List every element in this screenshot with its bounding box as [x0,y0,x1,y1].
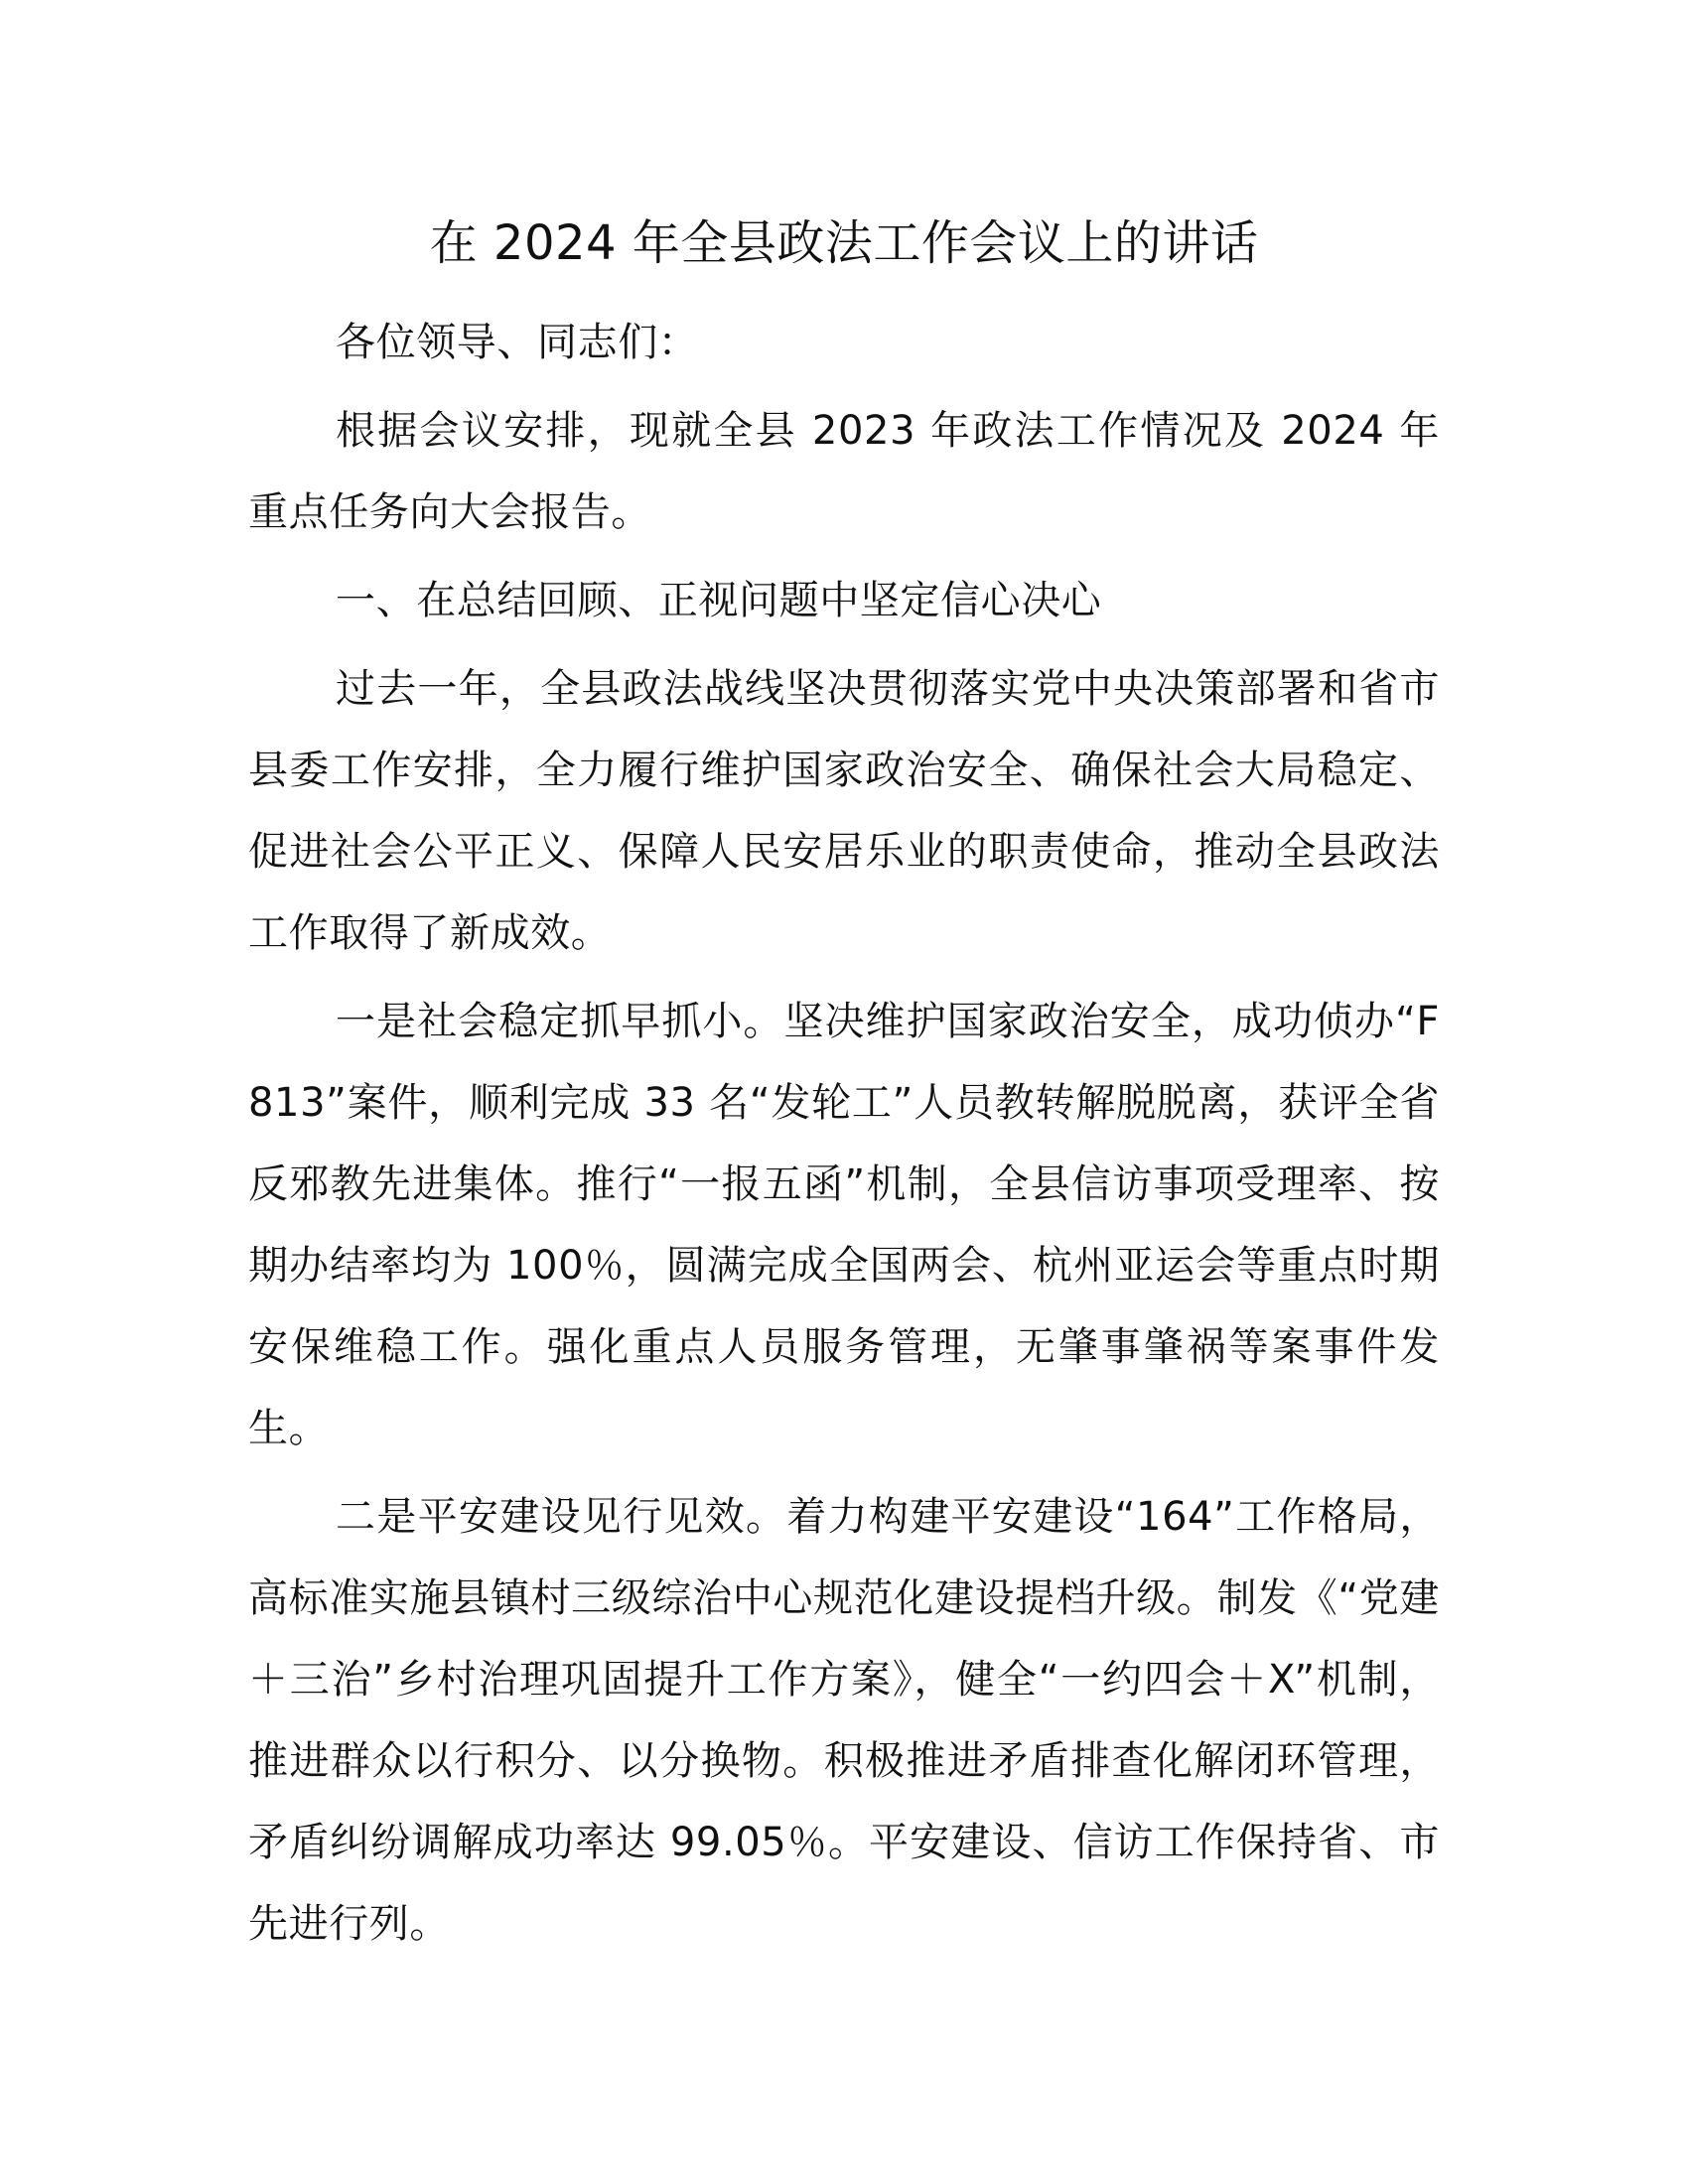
paragraph-safety: 二是平安建设见行见效。着力构建平安建设“164”工作格局，高标准实施县镇村三级综治中心规范化建设提档升级。制发《“党建＋三治”乡村治理巩固提升工作方案》，健全“一约四会＋X”机制，推进群众以行积分、以分换物。积极推进矛盾排查化解闭环管理，矛盾纠纷调解成功率达 99.05％。平安建设、信访工作保持省、市先进行列。 [248,1494,1440,1947]
paragraph-intro: 根据会议安排，现就全县 2023 年政法工作情况及 2024 年重点任务向大会报告。 [248,408,1440,535]
salutation: 各位领导、同志们： [336,320,699,365]
document-title: 在 2024 年全县政法工作会议上的讲话 [429,215,1259,271]
paragraph-stability: 一是社会稳定抓早抓小。坚决维护国家政治安全，成功侦办“F813”案件，顺利完成 33 名“发轮工”人员教转解脱脱离，获评全省反邪教先进集体。推行“一报五函”机制，全县信访事项受理率、按期办结率均为 100％，圆满完成全国两会、杭州亚运会等重点时期安保维稳工作。强化重点人员服务管理，无肇事肇祸等案事件发生。 [248,999,1440,1451]
document-body [248,302,1440,1972]
section-heading-1: 一、在总结回顾、正视问题中坚定信心决心 [336,578,1102,623]
paragraph-review: 过去一年，全县政法战线坚决贯彻落实党中央决策部署和省市县委工作安排，全力履行维护国家政治安全、确保社会大局稳定、促进社会公平正义、保障人民安居乐业的职责使命，推动全县政法工作取得了新成效。 [248,666,1440,956]
